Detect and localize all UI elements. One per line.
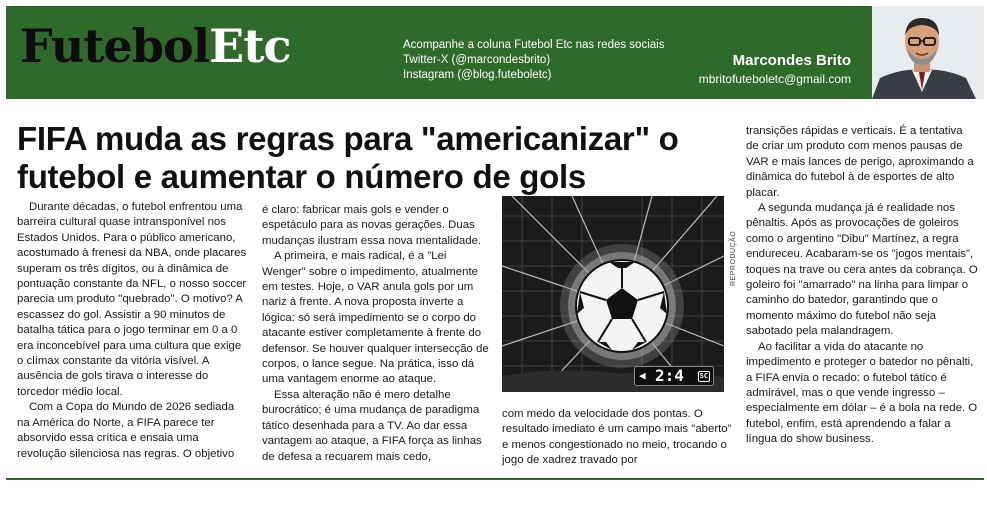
instagram-handle: Instagram (@blog.futeboletc) (403, 69, 552, 81)
author-avatar (862, 6, 984, 99)
twitter-handle: Twitter-X (@marcondesbrito) (403, 54, 551, 66)
photo-credit: REPRODUÇÃO (730, 230, 737, 286)
soccer-ball-illustration (502, 196, 724, 392)
social-line-1: Acompanhe a coluna Futebol Etc nas redes sociais (403, 39, 665, 51)
arrow-left-icon: ◀ (639, 369, 646, 382)
paragraph: A segunda mudança já é realidade nos pênaltis. Após as provocações de goleiros como o argentino "Dibu" Martínez, a regra endureceu. Acabaram-se os "jogos mentais", toques na trave ou cera antes da cobrança. O goleiro foi "amarrado" na linha para limpar o caminho do batedor, garantindo que o momento máximo do futebol não seja sabotado pela malandragem. (746, 202, 978, 338)
column-header (6, 6, 984, 99)
logo-part2: Etc (209, 19, 291, 73)
paragraph: Durante décadas, o futebol enfrentou uma barreira cultural quase intransponível nos Estados Unidos. Para o público americano, acostumado à frenesi da NBA, onde placares superam os três dígitos, ou à dinâmica de pontuação constante da NFL, o nosso soccer parecia um produto "quebrado". O motivo? A escassez do gol. Assistir a 90 minutos de batalha tática para o jogo terminar em 0 a 0 era inconcebível para uma cultura que exige o clímax constante da vitória visível. A ausência de gols tirava o interesse do torcedor médio local. (17, 201, 247, 398)
paragraph: Ao facilitar a vida do atacante no impedimento e proteger o batedor no pênalti, a FIFA envia o recado: o futebol tático é admirável, mas o que vende ingresso – especialmente em dólar – é a bola na rede. O futebol, enfim, está aprendendo a falar a língua do show business. (746, 340, 978, 446)
article-column-4 (746, 124, 978, 448)
bottom-divider (6, 478, 984, 480)
article-photo (502, 196, 724, 392)
column-logo (20, 19, 291, 73)
scoreboard (634, 366, 714, 386)
paragraph: é claro: fabricar mais gols e vender o espetáculo para as novas gerações. Duas mudanças ilustram essa nova mentalidade. (262, 204, 482, 247)
social-info (403, 38, 664, 83)
paragraph: Essa alteração não é mero detalhe burocrático; é uma mudança de paradigma tático desenhada para a TV. Ao dar essa vantagem ao ataque, a FIFA força as linhas de defesa a recuarem mais cedo, (262, 388, 482, 463)
author-name: Marcondes Brito (732, 52, 851, 69)
scoreboard-badge: SC (699, 372, 708, 380)
article-column-3 (502, 407, 737, 469)
paragraph: A primeira, e mais radical, é a "Lei Wenger" sobre o impedimento, atualmente em testes. Hoje, o VAR anula gols por um nariz à frente. A nova proposta inverte a lógica: só será impedimento se o corpo do atacante estiver completamente à frente do defensor. Se houver qualquer intersecção de corpos, o lance segue. Na prática, isso dá uma vantagem enorme ao ataque. (262, 250, 489, 386)
article-column-2 (262, 203, 492, 465)
paragraph: Com a Copa do Mundo de 2026 sediada na América do Norte, a FIFA parece ter absorvido essa crítica e ensaia uma revolução silenciosa nas regras. O objetivo (17, 401, 235, 460)
scoreboard-score: 2:4 (655, 366, 684, 385)
logo-part1: Futebol (20, 19, 210, 73)
article-column-1 (17, 200, 247, 462)
paragraph: transições rápidas e verticais. É a tentativa de criar um produto com menos pausas de VAR e mais lances de perigo, aproximando a dinâmica do futebol à de esportes de alto placar. (746, 125, 974, 199)
paragraph: com medo da velocidade dos pontas. O resultado imediato é um campo mais "aberto" e menos congestionado no meio, trocando o jogo de xadrez travado por (502, 408, 732, 467)
article-headline: FIFA muda as regras para "americanizar" o futebol e aumentar o número de gols (17, 120, 679, 195)
author-email: mbritofuteboletc@gmail.com (698, 72, 851, 86)
